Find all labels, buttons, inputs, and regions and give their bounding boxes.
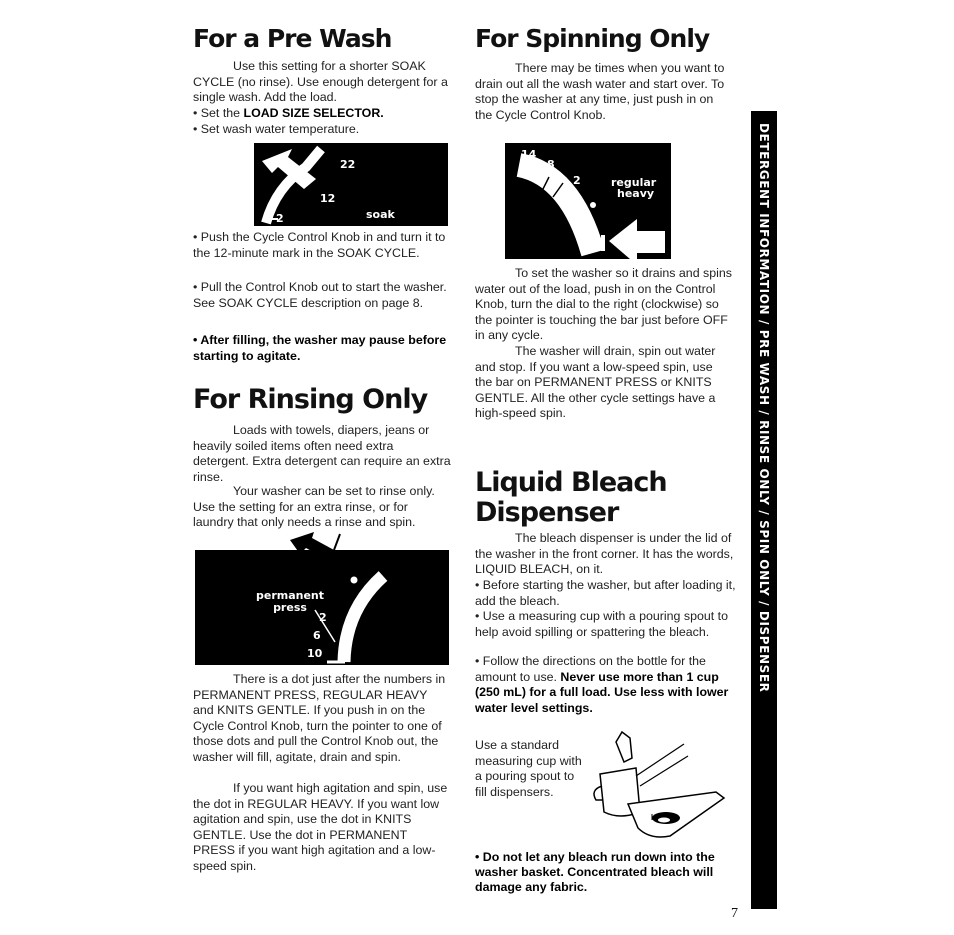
prewash-bullet-temperature: • Set wash water temperature. (193, 122, 360, 136)
prewash-heading: For a Pre Wash (193, 24, 392, 53)
measuring-cup-caption: Use a standard measuring cup with a pouring spout to fill dispensers. (475, 738, 582, 799)
dial-number-8: 8 (547, 158, 555, 171)
rinse-para-1: Loads with towels, diapers, jeans or heavily soiled items often need extra detergent. Extra detergent can require an extra rinse. (193, 423, 451, 484)
prewash-bullet-pause: • After filling, the washer may pause before starting to agitate. (193, 333, 447, 363)
page-number: 7 (731, 906, 738, 921)
soak-dial-illustration (254, 143, 448, 226)
dial-number-10: 10 (307, 647, 323, 660)
dial-label-regular: regular (611, 176, 657, 189)
dial-number-12: 12 (320, 192, 336, 205)
dial-number-6: 6 (313, 629, 321, 642)
dial-number-2: 2 (276, 212, 284, 225)
rinse-para-4: If you want high agitation and spin, use the dot in REGULAR HEAVY. If you want low agitation and spin, use the dot in KNITS GENTLE. Use the dot in PERMANENT PRESS if you want high agitation and a low-speed spin. (193, 781, 448, 873)
bleach-bullet-directions: • Follow the directions on the bottle for the amount to use. Never use more than 1 cup (250 mL) for a full load. Use less with lower water level settings. (475, 654, 729, 715)
dial-label-heavy: heavy (617, 187, 655, 200)
rinse-para-3: There is a dot just after the numbers in PERMANENT PRESS, REGULAR HEAVY and KNITS GENTLE. If you push in on the Cycle Control Knob, turn the pointer to one of those dots and pull the Control Knob out, the washer will fill, agitate, drain and spin. (193, 672, 446, 764)
bleach-bullet-before-starting: • Before starting the washer, but after loading it, add the bleach. (475, 578, 736, 608)
regular-heavy-dial-illustration (505, 143, 671, 259)
dial-number-14: 14 (521, 148, 537, 161)
arrow-icon (288, 530, 348, 566)
dial-label-soak: soak (366, 208, 395, 221)
measuring-cup-illustration (588, 728, 730, 848)
spin-para-2: To set the washer so it drains and spins water out of the load, push in on the Control Knob, turn the dial to the right (clockwise) so the pointer is touching the bar just before OFF in any cycle. (475, 266, 732, 342)
spin-para-3: The washer will drain, spin out water and stop. If you want a low-speed spin, use the bar on PERMANENT PRESS or KNITS GENTLE. All the other cycle settings have a high-speed spin. (475, 344, 716, 420)
prewash-bullet-push-knob: • Push the Cycle Control Knob in and turn it to the 12-minute mark in the SOAK CYCLE. (193, 230, 446, 260)
dial-number-2: 2 (573, 174, 581, 187)
bleach-warning: • Do not let any bleach run down into the washer basket. Concentrated bleach will damage any fabric. (475, 850, 715, 894)
bleach-bullet-measuring-cup: • Use a measuring cup with a pouring spout to help avoid spilling or spattering the bleach. (475, 609, 728, 639)
dial-number-22: 22 (340, 158, 356, 171)
dial-label-permanent: permanent (255, 589, 325, 602)
prewash-bullet-pull-knob: • Pull the Control Knob out to start the washer. See SOAK CYCLE description on page 8. (193, 280, 447, 310)
section-sidebar (751, 111, 777, 909)
prewash-intro: Use this setting for a shorter SOAK CYCLE (no rinse). Use enough detergent for a single wash. Add the load. (193, 59, 448, 104)
spin-para-1: There may be times when you want to drain out all the wash water and start over. To stop the washer at any time, just push in on the Cycle Control Knob. (475, 61, 725, 122)
rinse-para-2: Your washer can be set to rinse only. Use the setting for an extra rinse, or for laundry that only needs a rinse and spin. (193, 484, 435, 529)
arrow-icon (609, 219, 665, 259)
permanent-press-dial-illustration (195, 550, 449, 665)
bleach-heading-line-2: Dispenser (475, 497, 619, 528)
dial-label-press: press (273, 601, 307, 614)
rinse-heading: For Rinsing Only (193, 384, 428, 415)
dial-number-2: 2 (319, 611, 327, 624)
bleach-para-1: The bleach dispenser is under the lid of the washer in the front corner. It has the words, LIQUID BLEACH, on it. (475, 531, 734, 576)
sidebar-label: DETERGENT INFORMATION / PRE WASH / RINSE ONLY / SPIN ONLY / DISPENSER (757, 123, 771, 693)
spin-heading: For Spinning Only (475, 24, 710, 53)
bleach-heading-line-1: Liquid Bleach (475, 467, 667, 498)
prewash-bullet-load-size: • Set the LOAD SIZE SELECTOR. (193, 106, 384, 120)
